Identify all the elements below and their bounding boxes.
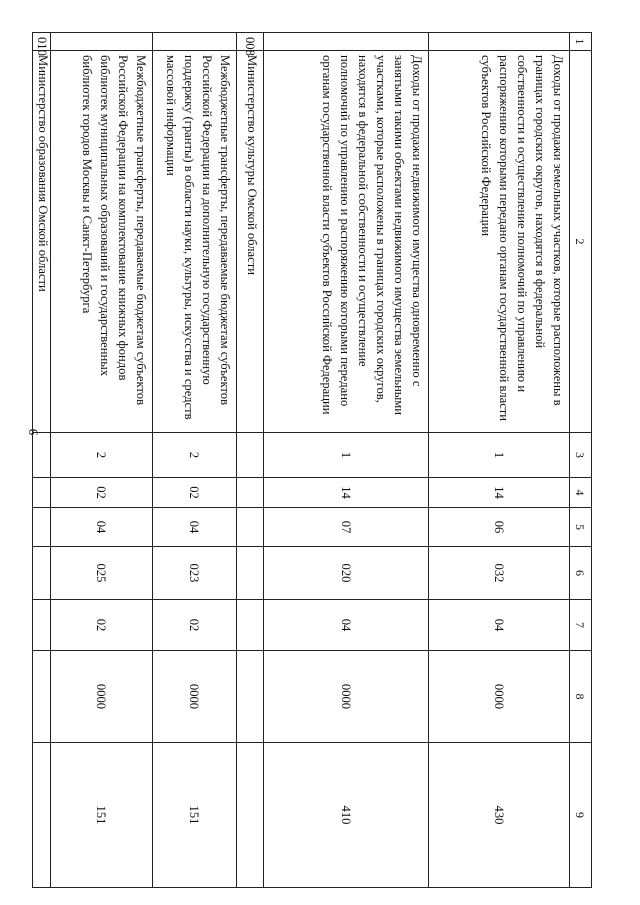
code-cell	[33, 433, 51, 478]
revenue-name-cell: Доходы от продажи земельных участков, которые расположены в границах городских округов, находятся в федеральной собственности и осуществление полномочий по управлению и распоряжению которыми передано органам государственной власти субъектов Российской Федерации	[428, 51, 569, 433]
code-cell: 14	[264, 478, 428, 508]
code-cell: 025	[51, 547, 153, 600]
code-cell	[33, 651, 51, 743]
code-cell	[33, 478, 51, 508]
table-row	[33, 33, 51, 888]
revenue-name-cell: Доходы от продажи недвижимого имущества одновременно с занятыми такими объектами недвижимого имущества земельными участками, которые расположены в границах городских округов, находятся в федеральной собственности и осуществление полномочий по управлению и распоряжению которыми передано органам государственной власти субъектов Российской Федерации	[264, 51, 428, 433]
column-number-row	[569, 33, 591, 888]
code-cell: 151	[152, 743, 236, 888]
ministry-name-cell: Министерство образования Омской области	[33, 51, 51, 433]
code-cell	[236, 478, 264, 508]
admin-code-cell: 010	[33, 33, 51, 51]
code-cell: 04	[51, 508, 153, 547]
table-row	[51, 33, 153, 888]
code-cell	[33, 743, 51, 888]
rotated-table-wrapper	[32, 32, 592, 887]
revenue-name-cell: Межбюджетные трансферты, передаваемые бюджетам субъектов Российской Федерации на дополнительную государственную поддержку (гранты) в области науки, культуры, искусства и средств массовой информации	[152, 51, 236, 433]
code-cell: 151	[51, 743, 153, 888]
admin-code-cell	[428, 33, 569, 51]
code-cell	[236, 600, 264, 651]
code-cell: 14	[428, 478, 569, 508]
code-cell: 04	[152, 508, 236, 547]
column-header: 9	[569, 743, 591, 888]
code-cell	[33, 547, 51, 600]
admin-code-cell: 008	[236, 33, 264, 51]
code-cell: 032	[428, 547, 569, 600]
admin-code-cell	[264, 33, 428, 51]
code-cell: 02	[152, 600, 236, 651]
code-cell	[236, 743, 264, 888]
table-row	[152, 33, 236, 888]
code-cell: 0000	[428, 651, 569, 743]
table-row	[264, 33, 428, 888]
code-cell: 410	[264, 743, 428, 888]
code-cell: 1	[428, 433, 569, 478]
code-cell	[33, 508, 51, 547]
code-cell: 0000	[264, 651, 428, 743]
code-cell	[236, 547, 264, 600]
code-cell: 07	[264, 508, 428, 547]
revenue-name-cell: Межбюджетные трансферты, передаваемые бюджетам субъектов Российской Федерации на комплектование книжных фондов библиотек муниципальных образований и государственных библиотек городов Москвы и Санкт-Петербурга	[51, 51, 153, 433]
admin-code-cell	[51, 33, 153, 51]
code-cell: 023	[152, 547, 236, 600]
code-cell: 1	[264, 433, 428, 478]
code-cell	[236, 651, 264, 743]
code-cell: 0000	[51, 651, 153, 743]
code-cell: 06	[428, 508, 569, 547]
page-number: 9	[25, 428, 41, 436]
column-header: 1	[569, 33, 591, 51]
code-cell: 02	[51, 600, 153, 651]
table-row	[236, 33, 264, 888]
column-header: 2	[569, 51, 591, 433]
column-header: 5	[569, 508, 591, 547]
code-cell: 2	[152, 433, 236, 478]
column-header: 3	[569, 433, 591, 478]
column-header: 6	[569, 547, 591, 600]
code-cell: 430	[428, 743, 569, 888]
column-header: 7	[569, 600, 591, 651]
code-cell: 04	[264, 600, 428, 651]
budget-codes-table	[32, 32, 592, 888]
code-cell	[236, 508, 264, 547]
column-header: 4	[569, 478, 591, 508]
code-cell: 02	[152, 478, 236, 508]
ministry-name-cell: Министерство культуры Омской области	[236, 51, 264, 433]
code-cell: 0000	[152, 651, 236, 743]
admin-code-cell	[152, 33, 236, 51]
table-row	[428, 33, 569, 888]
code-cell: 04	[428, 600, 569, 651]
column-header: 8	[569, 651, 591, 743]
code-cell	[236, 433, 264, 478]
code-cell: 020	[264, 547, 428, 600]
code-cell: 02	[51, 478, 153, 508]
code-cell: 2	[51, 433, 153, 478]
code-cell	[33, 600, 51, 651]
